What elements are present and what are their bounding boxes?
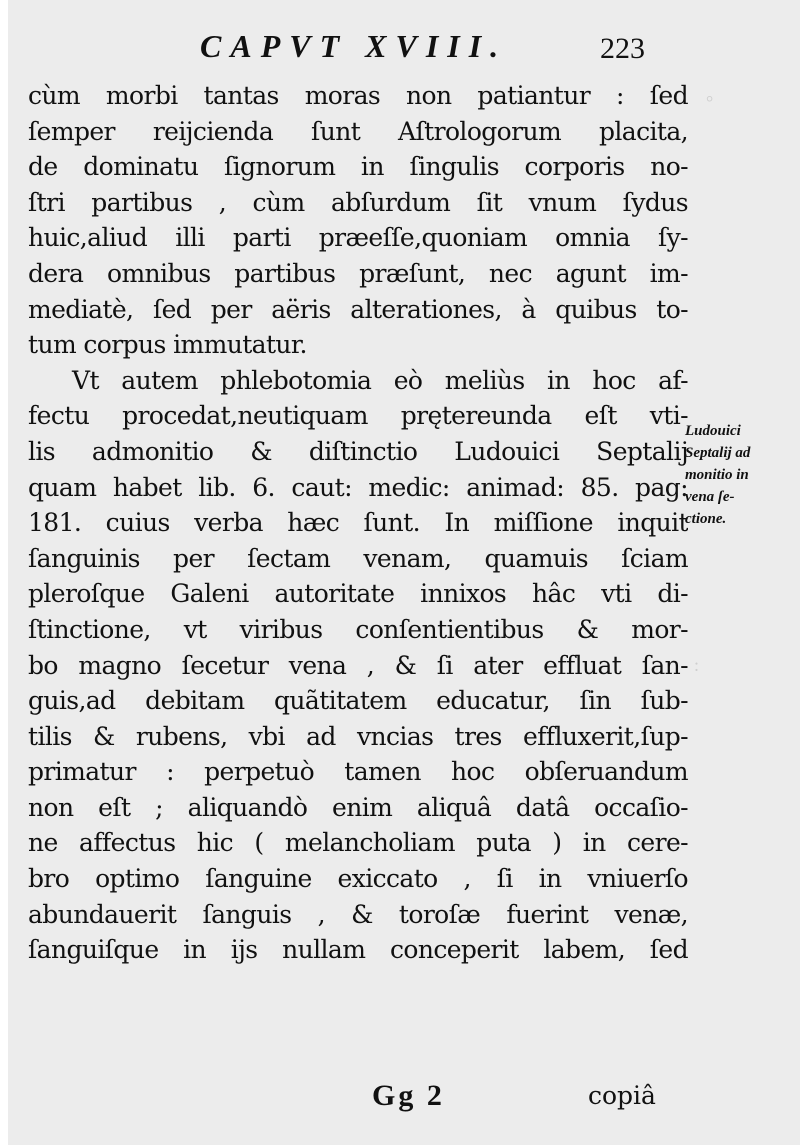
marginal-note-line: monitio in bbox=[685, 467, 749, 483]
marginal-note-line: Septalij ad bbox=[685, 445, 751, 461]
text-line-paragraph-end: tum corpus immutatur. bbox=[28, 330, 307, 360]
body-text bbox=[28, 78, 688, 968]
text-line: bo magno ſecetur vena , & ſi ater effluat ſan- bbox=[28, 650, 688, 680]
text-line: tilis & rubens, vbi ad vncias tres effluxerit,ſup- bbox=[28, 721, 688, 751]
text-line: pleroſque Galeni autoritate innixos hâc vti di- bbox=[28, 579, 688, 609]
text-line-paragraph-start: Vt autem phlebotomia eò meliùs in hoc af- bbox=[72, 365, 688, 395]
text-line: ne affectus hic ( melancholiam puta ) in cere- bbox=[28, 828, 688, 858]
text-line: fectu procedat,neutiquam prętereunda eſt vti- bbox=[28, 401, 688, 431]
text-line: quam habet lib. 6. caut: medic: animad: 85. pag: bbox=[28, 472, 688, 502]
marginal-note bbox=[685, 420, 795, 530]
marginal-note-line: Ludouici bbox=[685, 423, 741, 439]
text-line: primatur : perpetuò tamen hoc obſeruandum bbox=[28, 757, 688, 787]
text-line: huic,aliud illi parti præeſſe,quoniam omnia ſy- bbox=[28, 223, 688, 253]
text-line: ſanguinis per ſectam venam, quamuis ſciam bbox=[28, 543, 688, 573]
signature-mark: Gg 2 bbox=[372, 1079, 445, 1112]
text-line: abundauerit ſanguis , & toroſæ fuerint venæ, bbox=[28, 899, 688, 929]
catchword: copiâ bbox=[588, 1081, 656, 1110]
text-line: ſtri partibus , cùm abſurdum ſit vnum ſydus bbox=[28, 187, 688, 217]
text-line: 181. cuius verba hæc ſunt. In miſſione inquit bbox=[28, 508, 688, 538]
text-line: lis admonitio & diſtinctio Ludouici Septalij bbox=[28, 436, 688, 466]
marginal-note-line: vena ſe- bbox=[685, 489, 735, 505]
text-line: bro optimo ſanguine exiccato , ſi in vniuerſo bbox=[28, 864, 688, 894]
text-line: ſtinctione, vt viribus conſentientibus & mor- bbox=[28, 614, 688, 644]
running-head-title: CAPVT XVIII. bbox=[200, 28, 508, 64]
page-number: 223 bbox=[600, 32, 645, 65]
text-line: non eſt ; aliquandò enim aliquâ datâ occaſio- bbox=[28, 792, 688, 822]
marginal-note-line: ctione. bbox=[685, 511, 727, 527]
show-through-dot: : bbox=[694, 655, 700, 675]
text-line: dera omnibus partibus præſunt, nec agunt im- bbox=[28, 258, 688, 288]
text-line: guis,ad debitam quãtitatem educatur, ſin ſub- bbox=[28, 686, 688, 716]
text-line: cùm morbi tantas moras non patiantur : ſed bbox=[28, 81, 688, 110]
text-line: ſanguiſque in ijs nullam conceperit labem, ſed bbox=[28, 935, 688, 965]
text-line: mediatè, ſed per aëris alterationes, à quibus to- bbox=[28, 294, 688, 324]
text-line: ſemper reijcienda ſunt Aſtrologorum placita, bbox=[28, 116, 688, 146]
show-through-dot: ° bbox=[706, 92, 714, 112]
text-line: de dominatu ſignorum in ſingulis corporis no- bbox=[28, 152, 688, 182]
